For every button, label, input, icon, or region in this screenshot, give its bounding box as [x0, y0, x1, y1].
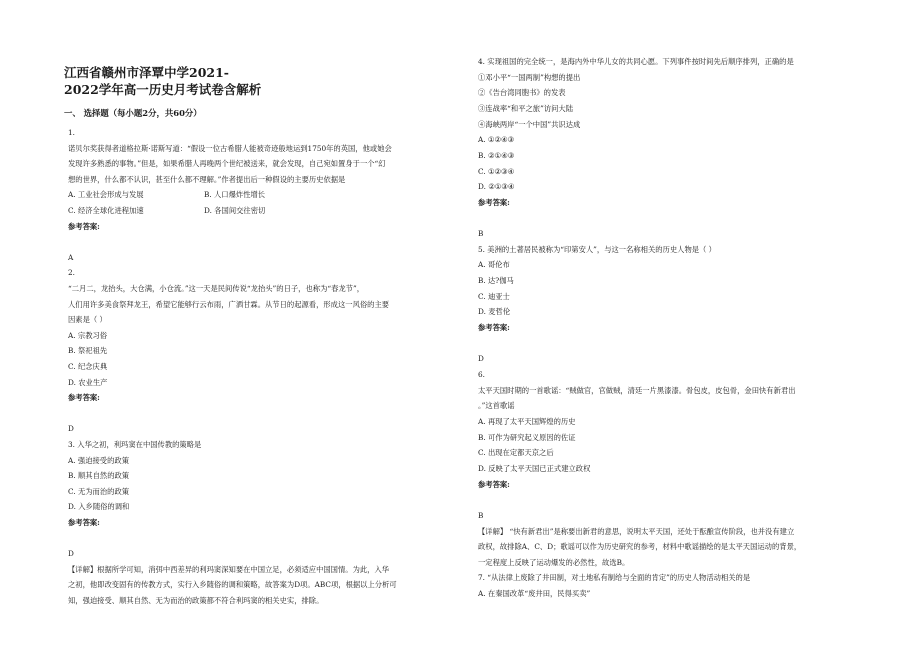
title-line-1: 江西省赣州市泽覃中学2021-	[64, 65, 229, 80]
text-line: ④海峡两岸“一个中国”共识达成	[478, 119, 581, 129]
text-line: A. 宗教习俗	[68, 330, 108, 340]
text-line: C. 迪亚士	[478, 291, 510, 301]
text-line: A. 强迫接受的政策	[68, 455, 129, 465]
text-line: C. ①②③④	[478, 166, 515, 176]
answer-heading: 参考答案:	[68, 221, 100, 231]
text-line: A. 在秦国改革“废井田，民得买卖”	[478, 589, 591, 599]
text-line: 7. “从法律上废除了井田制，对土地私有制给与全面的肯定”的历史人物活动相关的是	[478, 573, 751, 583]
text-line: B. 顺其自然的政策	[68, 471, 130, 481]
answer-heading: 参考答案:	[68, 393, 100, 403]
text-line: 2.	[68, 268, 75, 278]
text-line: 5. 美洲的土著居民被称为“印第安人”，与这一名称相关的历史人物是（ ）	[478, 244, 716, 254]
text-line: ③连战率“和平之旅”访问大陆	[478, 103, 574, 113]
title-line-2: 2022学年高一历史月考试卷含解析	[64, 82, 262, 97]
text-line: 3. 入华之初，利玛窦在中国传教的策略是	[68, 440, 202, 449]
answer-option: A. 工业社会形成与发展	[68, 190, 144, 200]
text-line: D. 入乡随俗的调和	[68, 502, 130, 512]
text-line: 。”这首歌谣	[478, 401, 515, 411]
text-line: 1.	[68, 128, 75, 137]
text-line: 一定程度上反映了运动爆发的必然性，故选B。	[478, 557, 630, 567]
text-line: B	[478, 510, 484, 520]
text-line: 发现许多熟悉的事物。”但是，如果希腊人再晚两个世纪被送来，就会发现，自己宛如置身于一个“幻	[68, 159, 386, 169]
answer-heading: 参考答案:	[68, 518, 100, 527]
answer-option: C. 经济全球化进程加速	[68, 206, 144, 215]
answer-heading: 参考答案:	[478, 197, 510, 207]
text-line: D	[68, 424, 74, 434]
text-line: 诺贝尔奖获得者道格拉斯·诺斯写道：“假设一位古希腊人能被奇迹般地运到1750年的英国，他或她会	[68, 143, 392, 153]
text-line: 人们用许多美食祭拜龙王，希望它能够行云布雨，广洒甘霖。从节日的起源看，形成这一风俗的主要	[68, 299, 390, 309]
text-line: D. ②①③④	[478, 182, 515, 192]
text-line: C. 无为而治的政策	[68, 486, 130, 496]
text-line: A. 再现了太平天国辉煌的历史	[478, 416, 576, 426]
document-title	[64, 64, 261, 98]
text-line: 【详解】 “快有新君出”是称要出新君的意思，说明太平天国，还处于酝酿宣传阶段，也并没有建立	[478, 526, 795, 536]
text-line: ①邓小平“一国两制”构想的提出	[478, 72, 581, 82]
text-line: 之初，他即改变固有的传教方式，实行入乡随俗的调和策略，故答案为D项。ABC项，根据以上分析可	[68, 580, 397, 590]
answer-option: B. 人口爆炸性增长	[204, 190, 266, 200]
text-line: 知，强迫接受、顺其自然、无为而治的政策都不符合利玛窦的相关史实，排除。	[68, 596, 324, 605]
text-line: B. 达?伽马	[478, 276, 514, 286]
text-line: ②《告台湾同胞书》的发表	[478, 88, 566, 98]
text-line: B. ②①④③	[478, 150, 515, 160]
text-line: 4. 实现祖国的完全统一，是海内外中华儿女的共同心愿。下列事件按时间先后顺序排列，正确的是	[478, 57, 794, 66]
text-line: 想的世界，什么都不认识，甚至什么都不理解。”作者提出后一种假设的主要历史依据是	[68, 174, 346, 184]
text-line: 太平天国时期的一首歌谣：“贼做官，官做贼，清廷一片黑漆漆。骨包皮，皮包骨，金田快有新君出	[478, 385, 796, 395]
text-line: 【详解】根据所学可知，消弭中西差异的利玛窦深知要在中国立足，必须适应中国国情。为此，入华	[68, 564, 390, 574]
text-line: 因素是（ ）	[68, 315, 107, 325]
section-heading: 一、 选择题（每小题2分，共60分）	[64, 108, 202, 118]
text-line: C. 纪念庆典	[68, 362, 108, 371]
text-line: D	[478, 354, 484, 364]
text-line: A. ①②④③	[478, 135, 515, 145]
answer-heading: 参考答案:	[478, 323, 510, 333]
text-line: D. 农业生产	[68, 377, 108, 387]
text-line: A. 哥伦布	[478, 260, 510, 270]
text-line: D	[68, 549, 74, 559]
text-line: 政权，故排除A、C、D；歌谣可以作为历史研究的参考，材料中歌谣描绘的是太平天国运动的背景，	[478, 542, 802, 552]
text-line: B. 祭祀祖先	[68, 346, 108, 356]
answer-heading: 参考答案:	[478, 479, 510, 489]
text-line: D. 反映了太平天国已正式建立政权	[478, 463, 591, 473]
text-line: C. 出现在定都天京之后	[478, 448, 554, 458]
text-line: “二月二，龙抬头，大仓满，小仓流。”这一天是民间传说“龙抬头”的日子，也称为“春龙节”，	[68, 284, 365, 293]
text-line: D. 麦哲伦	[478, 307, 511, 317]
answer-option: D. 各国间交往密切	[204, 206, 266, 215]
text-line: B. 可作为研究起义原因的佐证	[478, 432, 576, 442]
text-line: A	[68, 252, 74, 262]
text-line: B	[478, 229, 484, 239]
text-line: 6.	[478, 370, 485, 379]
